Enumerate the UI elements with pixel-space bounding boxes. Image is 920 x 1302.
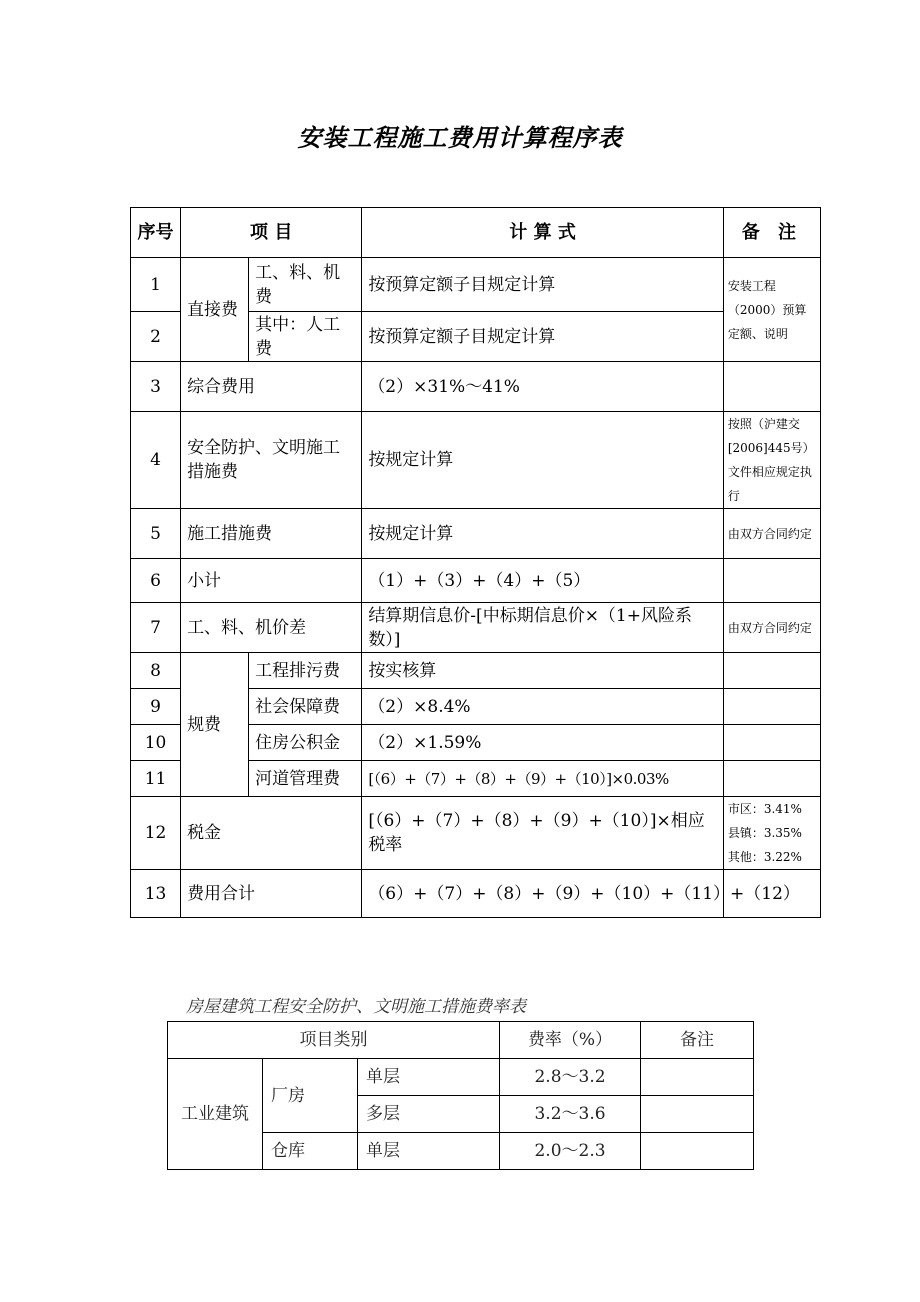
row-item: 工、料、机费 — [249, 258, 362, 312]
row-item: 工、料、机价差 — [181, 603, 362, 653]
header-note: 备注 — [641, 1022, 754, 1059]
row-note: 安装工程（2000）预算定额、说明 — [723, 258, 820, 362]
row-no: 11 — [131, 761, 181, 797]
row-note: 由双方合同约定 — [723, 509, 820, 559]
rate-header-row — [168, 1022, 754, 1059]
row-note — [723, 362, 820, 412]
row-formula: （2）×1.59% — [362, 725, 724, 761]
tax-rate-city: 市区：3.41% — [727, 802, 802, 816]
table-row — [131, 797, 821, 870]
header-rate: 费率（%） — [500, 1022, 641, 1059]
header-seq: 序号 — [131, 208, 181, 258]
row-note — [641, 1096, 754, 1133]
row-formula: （6）+（7）+（8）+（9）+（10）+（11）+（12） — [362, 870, 724, 918]
row-note — [723, 689, 820, 725]
row-no: 8 — [131, 653, 181, 689]
tax-rate-other: 其他：3.22% — [727, 850, 802, 864]
row-floors: 单层 — [358, 1059, 500, 1096]
row-formula: [（6）+（7）+（8）+（9）+（10）]×相应税率 — [362, 797, 724, 870]
group-fees: 规费 — [181, 653, 249, 797]
row-floors: 单层 — [358, 1133, 500, 1170]
row-no: 5 — [131, 509, 181, 559]
row-item: 小计 — [181, 559, 362, 603]
row-item: 社会保障费 — [249, 689, 362, 725]
row-type: 厂房 — [263, 1059, 358, 1133]
row-formula: （2）×8.4% — [362, 689, 724, 725]
row-no: 2 — [131, 312, 181, 362]
table-row — [131, 258, 821, 312]
row-note — [723, 653, 820, 689]
table-header-row — [131, 208, 821, 258]
row-note — [641, 1059, 754, 1096]
row-no: 1 — [131, 258, 181, 312]
table-row — [131, 559, 821, 603]
row-item: 税金 — [181, 797, 362, 870]
header-category: 项目类别 — [168, 1022, 500, 1059]
row-formula: 按实核算 — [362, 653, 724, 689]
row-formula: 按规定计算 — [362, 412, 724, 509]
header-item: 项 目 — [181, 208, 362, 258]
row-no: 9 — [131, 689, 181, 725]
row-item: 综合费用 — [181, 362, 362, 412]
row-note — [723, 559, 820, 603]
row-note: 按照（沪建交[2006]445号）文件相应规定执行 — [723, 412, 820, 509]
row-no: 4 — [131, 412, 181, 509]
rate-table — [167, 1021, 754, 1170]
row-formula: （2）×31%～41% — [362, 362, 724, 412]
table-row — [131, 509, 821, 559]
row-formula: 按预算定额子目规定计算 — [362, 258, 724, 312]
table-row — [131, 603, 821, 653]
rate-table-title: 房屋建筑工程安全防护、文明施工措施费率表 — [186, 997, 526, 1017]
row-rate: 2.8～3.2 — [500, 1059, 641, 1096]
row-item: 河道管理费 — [249, 761, 362, 797]
row-no: 10 — [131, 725, 181, 761]
group-direct-cost: 直接费 — [181, 258, 249, 362]
row-item: 费用合计 — [181, 870, 362, 918]
row-item: 施工措施费 — [181, 509, 362, 559]
table-row — [131, 653, 821, 689]
row-rate: 2.0～2.3 — [500, 1133, 641, 1170]
row-formula: 结算期信息价-[中标期信息价×（1+风险系数）] — [362, 603, 724, 653]
row-note — [723, 797, 820, 870]
row-no: 13 — [131, 870, 181, 918]
row-note — [723, 725, 820, 761]
table-row — [168, 1059, 754, 1096]
row-formula: 按规定计算 — [362, 509, 724, 559]
row-formula: 按预算定额子目规定计算 — [362, 312, 724, 362]
table-row — [131, 362, 821, 412]
row-note — [641, 1133, 754, 1170]
page-title: 安装工程施工费用计算程序表 — [297, 123, 623, 152]
row-no: 12 — [131, 797, 181, 870]
group-industrial: 工业建筑 — [168, 1059, 263, 1170]
row-item: 安全防护、文明施工措施费 — [181, 412, 362, 509]
row-no: 7 — [131, 603, 181, 653]
row-item: 其中：人工费 — [249, 312, 362, 362]
row-no: 6 — [131, 559, 181, 603]
header-note: 备 注 — [723, 208, 820, 258]
row-no: 3 — [131, 362, 181, 412]
table-row — [131, 412, 821, 509]
row-note: 由双方合同约定 — [723, 603, 820, 653]
row-note — [723, 761, 820, 797]
row-item: 住房公积金 — [249, 725, 362, 761]
row-type: 仓库 — [263, 1133, 358, 1170]
row-formula: （1）+（3）+（4）+（5） — [362, 559, 724, 603]
header-formula: 计 算 式 — [362, 208, 724, 258]
row-floors: 多层 — [358, 1096, 500, 1133]
row-formula: [（6）+（7）+（8）+（9）+（10）]×0.03% — [362, 761, 724, 797]
tax-rate-town: 县镇：3.35% — [727, 826, 802, 840]
table-row — [131, 870, 821, 918]
row-rate: 3.2～3.6 — [500, 1096, 641, 1133]
calc-table — [130, 207, 821, 918]
row-item: 工程排污费 — [249, 653, 362, 689]
